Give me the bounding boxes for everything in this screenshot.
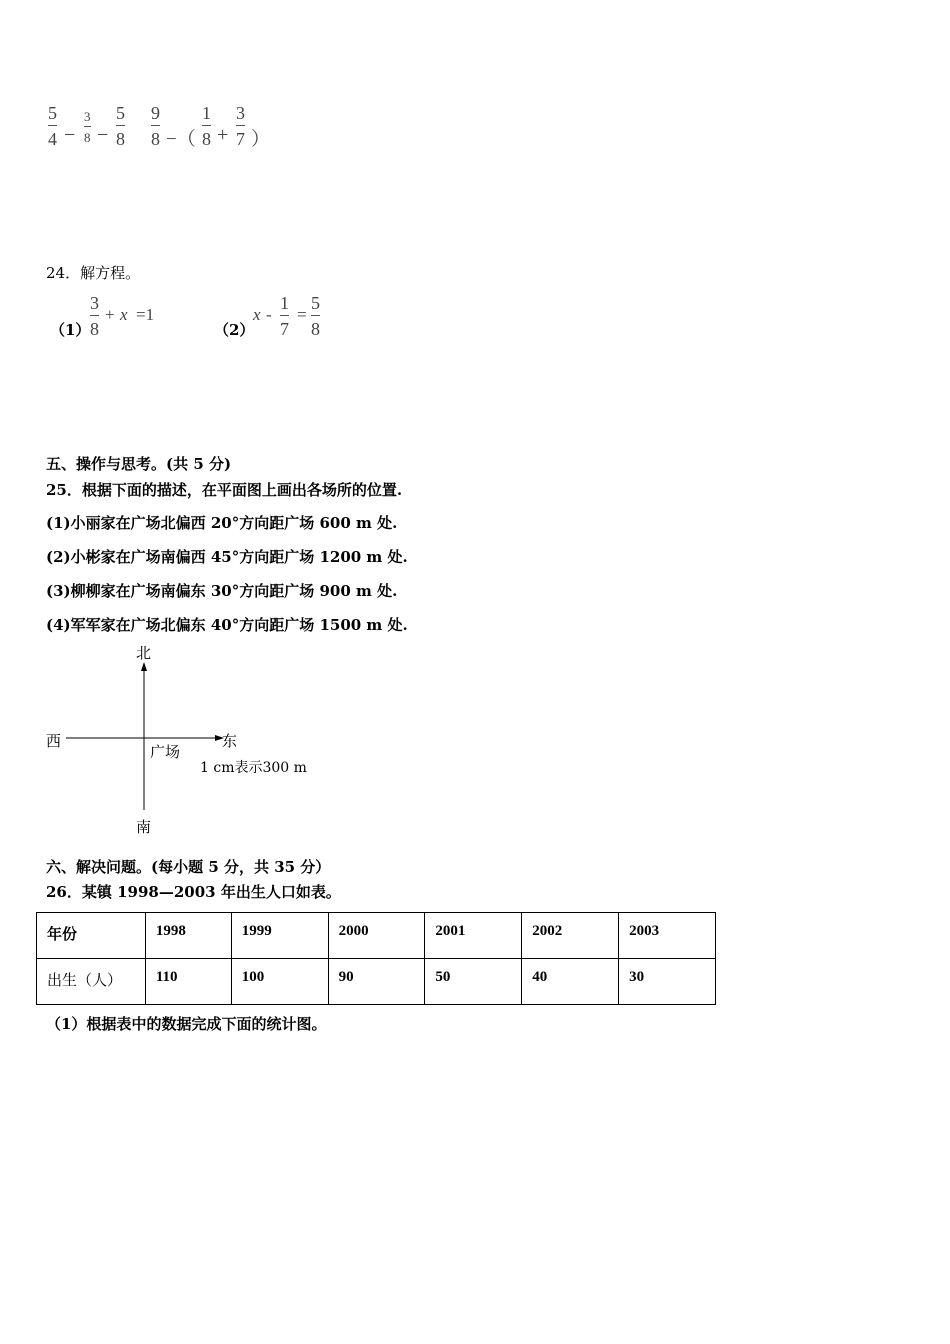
fraction-5-4: 5 4 <box>48 103 57 149</box>
minus-sign: − <box>64 124 76 146</box>
label-center-square: 广场 <box>150 743 181 761</box>
equals-one: =1 <box>136 305 155 324</box>
q24-title: 24．解方程。 <box>46 264 141 282</box>
label-north: 北 <box>136 644 152 662</box>
table-cell: 110 <box>145 959 231 1005</box>
table-header-cell: 1999 <box>231 913 328 959</box>
variable-x: x <box>253 305 261 324</box>
label-west: 西 <box>46 732 62 750</box>
north-arrow-icon <box>141 662 147 671</box>
minus-sign: − <box>97 124 109 146</box>
fraction-3-7: 3 7 <box>236 103 245 149</box>
equals-sign: = <box>297 305 307 324</box>
fraction-9-8: 9 8 <box>151 103 160 149</box>
table-header-cell: 2002 <box>522 913 619 959</box>
plus-sign: + <box>217 124 229 146</box>
fraction-5-8: 5 8 <box>116 103 125 149</box>
q25-item-4: (4)军军家在广场北偏东 40°方向距广场 1500 m 处. <box>46 616 408 634</box>
compass-axes <box>40 640 340 840</box>
label-scale: 1 cm表示300 m <box>200 760 307 776</box>
fraction-1-7: 1 7 <box>280 293 289 339</box>
table-cell: 100 <box>231 959 328 1005</box>
table-cell: 40 <box>522 959 619 1005</box>
table-cell: 出生（人） <box>37 959 146 1005</box>
table-cell: 30 <box>619 959 716 1005</box>
label-east: 东 <box>222 732 238 750</box>
birth-population-table <box>36 912 716 1005</box>
q24-part1-label: （1） <box>50 321 91 339</box>
table-header-cell: 2001 <box>425 913 522 959</box>
q25-item-3: (3)柳柳家在广场南偏东 30°方向距广场 900 m 处. <box>46 582 398 600</box>
minus-paren: −（ <box>166 129 196 150</box>
fraction-3-8: 3 8 <box>90 293 99 339</box>
table-header-cell: 1998 <box>145 913 231 959</box>
label-south: 南 <box>136 818 152 836</box>
table-header-cell: 2000 <box>328 913 425 959</box>
section5-title: 五、操作与思考。(共 5 分) <box>46 455 232 473</box>
close-paren: ） <box>251 129 271 150</box>
q24-part2-label: （2） <box>214 321 255 339</box>
q25-item-1: (1)小丽家在广场北偏西 20°方向距广场 600 m 处. <box>46 514 398 532</box>
fraction-1-8: 1 8 <box>202 103 211 149</box>
q26-sub1: （1）根据表中的数据完成下面的统计图。 <box>46 1015 327 1033</box>
table-cell: 50 <box>425 959 522 1005</box>
q26-title: 26．某镇 1998—2003 年出生人口如表。 <box>46 883 341 901</box>
table-cell: 90 <box>328 959 425 1005</box>
q25-item-2: (2)小彬家在广场南偏西 45°方向距广场 1200 m 处. <box>46 548 408 566</box>
minus-sign: - <box>266 305 272 324</box>
fraction-5-8: 5 8 <box>311 293 320 339</box>
variable-x: x <box>120 305 128 324</box>
plus-sign: + <box>105 305 115 324</box>
table-row <box>37 959 716 1005</box>
table-row <box>37 913 716 959</box>
fraction-3-8: 3 8 <box>84 109 91 145</box>
section6-title: 六、解决问题。(每小题 5 分，共 35 分） <box>46 858 331 876</box>
table-header-cell: 2003 <box>619 913 716 959</box>
table-header-cell: 年份 <box>37 913 146 959</box>
q25-title: 25．根据下面的描述，在平面图上画出各场所的位置. <box>46 481 403 499</box>
